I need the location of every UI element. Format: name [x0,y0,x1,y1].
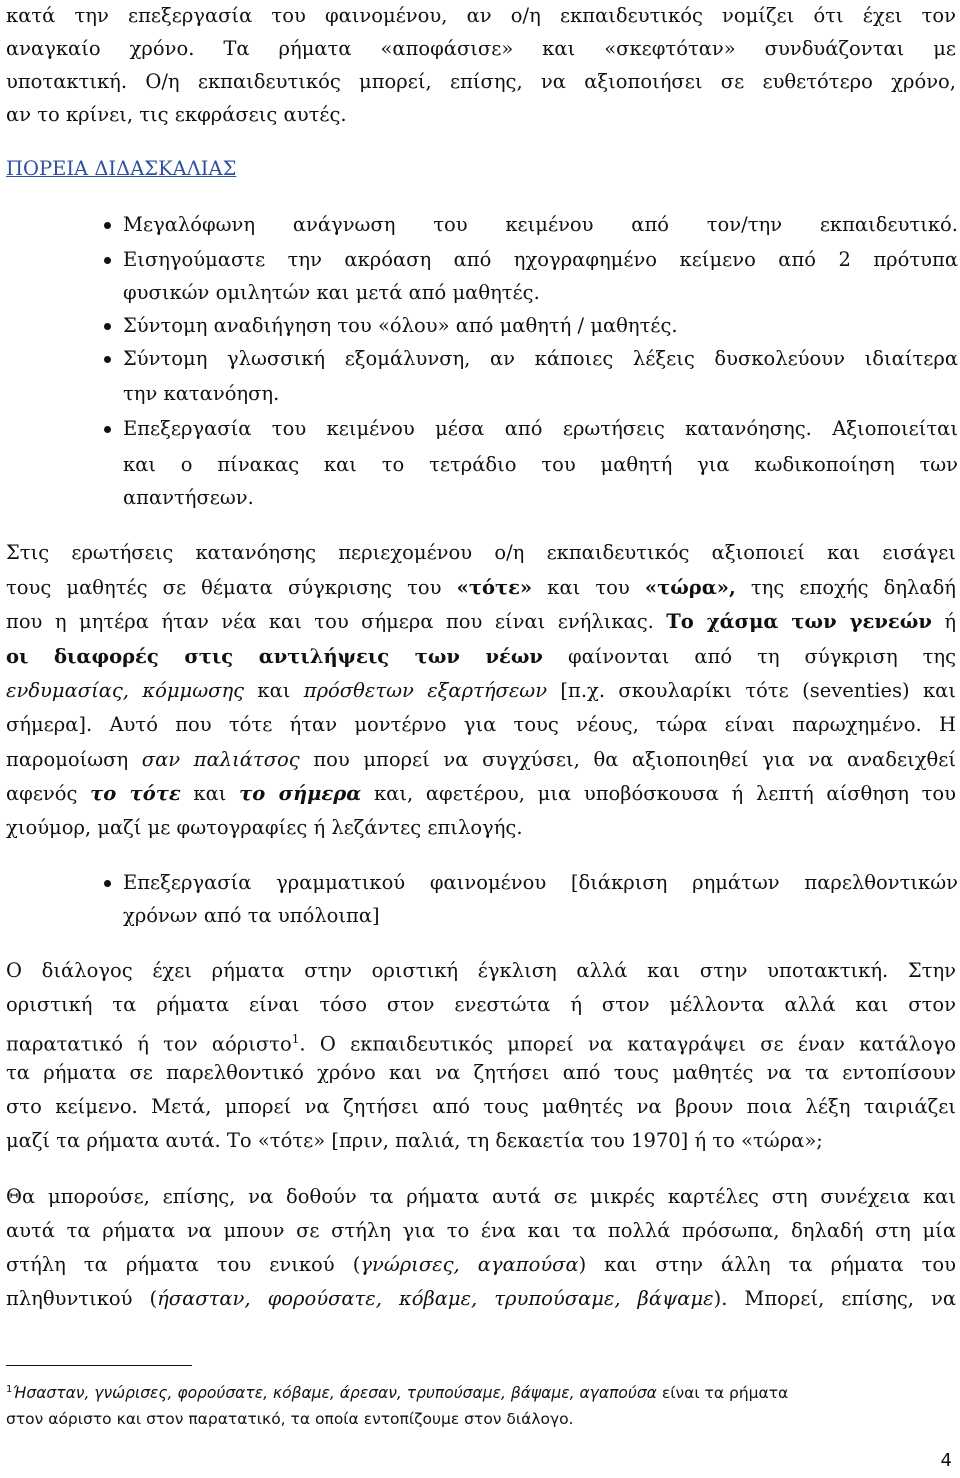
list-item: Σύντομη αναδιήγηση του «όλου» από μαθητή / μαθητές. [123,314,678,337]
bullet-icon [104,356,111,363]
list-item-continuation: την κατανόηση. [123,382,280,405]
list-item: Εισηγούμαστε την ακρόαση από ηχογραφημένο κείμενο από 2 πρότυπα [123,248,958,271]
paragraph-line: Στις ερωτήσεις κατανόησης περιεχομένου ο/η εκπαιδευτικός αξιοποιεί και εισάγει [6,541,956,564]
paragraph-line: αφενός το τότε και το σήμερα και, αφετέρου, μια υποβόσκουσα ή λεπτή αίσθηση του [6,782,957,805]
paragraph-line: Θα μπορούσε, επίσης, να δοθούν τα ρήματα αυτά σε μικρές καρτέλες στη συνέχεια και [6,1185,956,1208]
paragraph-line: στο κείμενο. Μετά, μπορεί να ζητήσει από τους μαθητές να βρουν ποια λέξη ταιριάζει [6,1095,956,1118]
paragraph-line: στήλη τα ρήματα του ενικού (γνώρισες, αγαπούσα) και στην άλλη τα ρήματα του [6,1253,956,1276]
intro-line: αναγκαίο χρόνο. Τα ρήματα «αποφάσισε» και «σκεφτόταν» συνδυάζονται με [6,37,956,60]
list-item: Σύντομη γλωσσική εξομάλυνση, αν κάποιες λέξεις δυσκολεύουν ιδιαίτερα [123,347,958,370]
bullet-icon [104,222,111,229]
paragraph-line: Ο διάλογος έχει ρήματα στην οριστική έγκλιση αλλά και στην υποτακτική. Στην [6,959,956,982]
bullet-icon [104,257,111,264]
bullet-icon [104,323,111,330]
paragraph-line: οριστική τα ρήματα είναι τόσο στον ενεστώτα ή στον μέλλοντα αλλά και στον [6,993,956,1016]
intro-line: κατά την επεξεργασία του φαινομένου, αν ο/η εκπαιδευτικός νομίζει ότι έχει τον [6,4,956,27]
paragraph-line: που η μητέρα ήταν νέα και του σήμερα που είναι ενήλικας. Το χάσμα των γενεών ή [6,610,956,633]
list-item: Μεγαλόφωνη ανάγνωση του κειμένου από τον/την εκπαιδευτικό. [123,213,958,236]
paragraph-line: αυτά τα ρήματα να μπουν σε στήλη για το ένα και τα πολλά πρόσωπα, δηλαδή στη μία [6,1219,956,1242]
paragraph-line: τα ρήματα σε παρελθοντικό χρόνο και να ζητήσει από τους μαθητές να τα εντοπίσουν [6,1061,956,1084]
page-number: 4 [940,1450,952,1471]
paragraph-line: σήμερα]. Αυτό που τότε ήταν μοντέρνο για τους νέους, τώρα είναι παρωχημένο. Η [6,713,956,736]
list-item: Επεξεργασία του κειμένου μέσα από ερωτήσεις κατανόησης. Αξιοποιείται [123,417,958,440]
paragraph-line: παρομοίωση σαν παλιάτσος που μπορεί να συγχύσει, θα αξιοποιηθεί για να αναδειχθεί [6,748,957,771]
footnote-line: $^1$Ήσασταν, γνώρισες, φορούσατε, κόβαμε, άρεσαν, τρυπούσαμε, βάψαμε, αγαπούσα είναι τα ρήματα [6,1384,789,1402]
intro-line: αν το κρίνει, τις εκφράσεις αυτές. [6,103,347,126]
paragraph-line: παρατατικό ή τον αόριστο$^1$. Ο εκπαιδευτικός μπορεί να καταγράψει σε έναν κατάλογο [6,1032,956,1056]
paragraph-line: χιούμορ, μαζί με φωτογραφίες ή λεζάντες επιλογής. [6,816,523,839]
list-item-continuation: φυσικών ομιλητών και μετά από μαθητές. [123,281,540,304]
footnote-separator [6,1365,192,1366]
section-heading: ΠΟΡΕΙΑ ΔΙΔΑΣΚΑΛΙΑΣ [6,157,237,180]
footnote-line: στον αόριστο και στον παρατατικό, τα οποία εντοπίζουμε στον διάλογο. [6,1410,574,1428]
footnote-mark: 1 [6,1384,13,1395]
paragraph-line: τους μαθητές σε θέματα σύγκρισης του «τότε» και του «τώρα», της εποχής δηλαδή [6,576,956,599]
list-item-continuation: απαντήσεων. [123,486,254,509]
list-item-continuation: και ο πίνακας και το τετράδιο του μαθητή για κωδικοποίηση των [123,453,958,476]
paragraph-line: μαζί τα ρήματα αυτά. Το «τότε» [πριν, παλιά, τη δεκαετία του 1970] ή το «τώρα»; [6,1129,823,1152]
paragraph-line: οι διαφορές στις αντιλήψεις των νέων φαίνονται από τη σύγκριση της [6,645,956,668]
list-item-continuation: χρόνων από τα υπόλοιπα] [123,904,380,927]
list-item: Επεξεργασία γραμματικού φαινομένου [διάκριση ρημάτων παρελθοντικών [123,871,958,894]
footnote-reference[interactable]: 1 [291,1032,300,1046]
paragraph-line: πληθυντικού (ήσασταν, φορούσατε, κόβαμε, τρυπούσαμε, βάψαμε). Μπορεί, επίσης, να [6,1287,956,1310]
intro-line: υποτακτική. Ο/η εκπαιδευτικός μπορεί, επίσης, να αξιοποιήσει σε ευθετότερο χρόνο, [6,70,956,93]
paragraph-line: ενδυμασίας, κόμμωσης και πρόσθετων εξαρτήσεων [π.χ. σκουλαρίκι τότε (seventies) και [6,679,956,702]
bullet-icon [104,426,111,433]
bullet-icon [104,880,111,887]
